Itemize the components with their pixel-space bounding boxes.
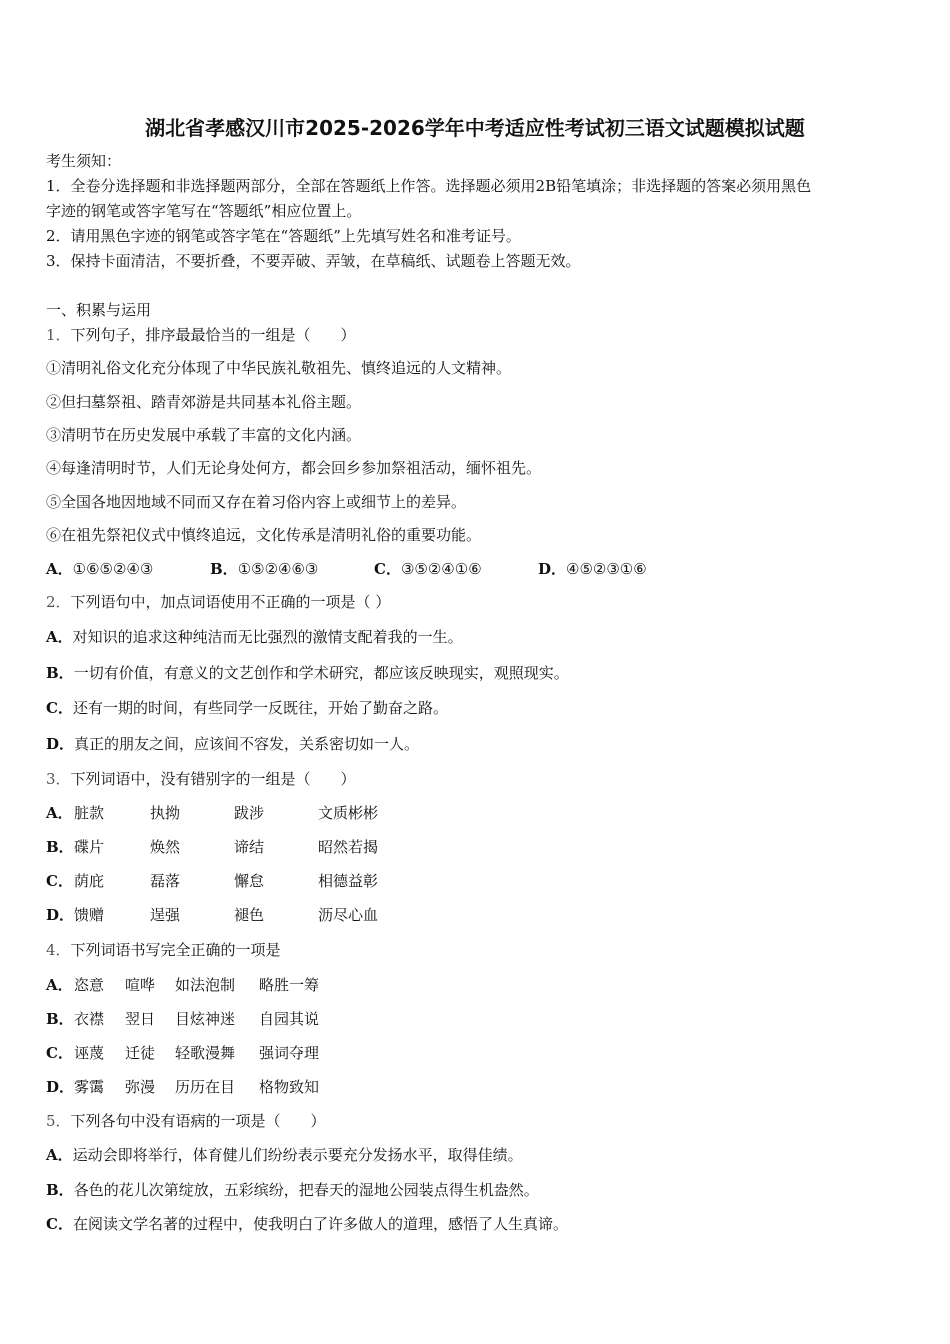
question-number: 3．: [46, 770, 71, 788]
question-number: 4．: [46, 941, 71, 959]
exam-page: 湖北省孝感汉川市2025-2026学年中考适应性考试初三语文试题模拟试题 考生须知： 1．全卷分选择题和非选择题两部分，全部在答题纸上作答。选择题必须用2B铅笔填涂；非选择题的答案必须用黑色 字迹的钢笔或答字笔写在“答题纸”相应位置上。 2．请用黑色字迹的钢笔或答字笔在“答题纸”上先填写姓名和准考证号。 3．保持卡面清洁，不要折叠，不要弄破、弄皱，在草稿纸、试题卷上答题无效。 一、积累与运用 1．下列句子，排序最最恰当的一组是（ ） ①清明礼俗文化充分体现了中华民族礼敬祖先、慎终追远的人文精神。 ②但扫墓祭祖、踏青郊游是共同基本礼俗主题。 ③清明节在历史发展中承载了丰富的文化内涵。 ④每逢清明时节，人们无论身处何方，都会回乡参加祭祖活动，缅怀祖先。 ⑤全国各地因地域不同而又存在着习俗内容上或细节上的差异。 ⑥在祖先祭祀仪式中慎终追远，文化传承是清明礼俗的重要功能。 A．①⑥⑤②④③ B．①⑤②④⑥③ C．③⑤②④①⑥ D．④⑤②③①⑥ 2．下列语句中，加点词语使用不正确的一项是（ ） A．对知识的追求这种纯洁而无比强烈的激情支配着我的一生。 B．一切有价值，有意义的文艺创作和学术研究，都应该反映现实，观照现实。 C．还有一期的时间，有些同学一反既往，开始了勤奋之路。 D．真正的朋友之间，应该间不容发，关系密切如一人。 3．下列词语中，没有错别字的一组是（ ） A． 脏款 执拗 跋涉 文质彬彬 B． 碟片 焕然 谛结 昭然若揭 C． 荫庇 磊落 懈怠 相德益彰 D． 馈赠 逞强 褪色 沥尽心血 4．下列词语书写完全正确的一项是 A． 恣意 喧哗 如法泡制 略胜一筹 B． 衣襟 翌日 目炫神迷 自园其说 C． 诬蔑 迁徒 轻歌漫舞 强词夺理 D． 雾霭 弥漫 历历在目 格物致知 5．下列各句中没有语病的一项是（ ） A．运动会即将举行，体育健儿们纷纷表示要充分发扬水平，取得佳绩。 B．各色的花儿次第绽放，五彩缤纷，把春天的湿地公园装点得生机盎然。 C．在阅读文学名著的过程中，使我明白了许多做人的道理，感悟了人生真谛。: [0, 0, 950, 1344]
question-number: 2．: [46, 593, 71, 611]
question-stem: 下列句子，排序最最恰当的一组是（ ）: [70, 326, 356, 344]
question-stem: 下列词语书写完全正确的一项是: [70, 941, 281, 959]
question-2: [46, 592, 906, 612]
notice-heading: 考生须知：: [46, 152, 122, 170]
option-c[interactable]: C．③⑤②④①⑥: [374, 560, 482, 578]
question-4: [46, 940, 906, 960]
notice-item: 字迹的钢笔或答字笔写在“答题纸”相应位置上。: [46, 202, 362, 220]
question-3: [46, 769, 906, 789]
q1-sentence: ②但扫墓祭祖、踏青郊游是共同基本礼俗主题。: [46, 393, 362, 411]
option-a[interactable]: A．运动会即将举行，体育健儿们纷纷表示要充分发扬水平，取得佳绩。: [46, 1146, 523, 1164]
option-d[interactable]: D．真正的朋友之间，应该间不容发，关系密切如一人。: [46, 735, 420, 753]
option-c[interactable]: C．还有一期的时间，有些同学一反既往，开始了勤奋之路。: [46, 699, 448, 717]
option-c[interactable]: C．在阅读文学名著的过程中，使我明白了许多做人的道理，感悟了人生真谛。: [46, 1215, 568, 1233]
notice-item: 3．保持卡面清洁，不要折叠，不要弄破、弄皱，在草稿纸、试题卷上答题无效。: [46, 252, 581, 270]
notice-item: 2．请用黑色字迹的钢笔或答字笔在“答题纸”上先填写姓名和准考证号。: [46, 227, 521, 245]
question-number: 1．: [46, 326, 71, 344]
q1-sentence: ①清明礼俗文化充分体现了中华民族礼敬祖先、慎终追远的人文精神。: [46, 359, 512, 377]
question-number: 5．: [46, 1112, 71, 1130]
option-b[interactable]: B．各色的花儿次第绽放，五彩缤纷，把春天的湿地公园装点得生机盎然。: [46, 1181, 539, 1199]
question-stem: 下列词语中，没有错别字的一组是（ ）: [70, 770, 356, 788]
q1-sentence: ⑤全国各地因地域不同而又存在着习俗内容上或细节上的差异。: [46, 493, 467, 511]
question-1: [46, 325, 906, 345]
question-stem: 下列语句中，加点词语使用不正确的一项是（ ）: [70, 593, 391, 611]
q1-options: [46, 559, 647, 579]
option-b[interactable]: B．一切有价值，有意义的文艺创作和学术研究，都应该反映现实，观照现实。: [46, 664, 569, 682]
q1-sentence: ⑥在祖先祭祀仪式中慎终追远，文化传承是清明礼俗的重要功能。: [46, 526, 482, 544]
question-5: [46, 1111, 906, 1131]
option-b[interactable]: B．①⑤②④⑥③: [210, 560, 319, 578]
q1-sentence: ③清明节在历史发展中承载了丰富的文化内涵。: [46, 426, 362, 444]
option-a[interactable]: A．①⑥⑤②④③: [46, 560, 154, 578]
page-title: 湖北省孝感汉川市2025-2026学年中考适应性考试初三语文试题模拟试题: [145, 116, 805, 140]
q1-sentence: ④每逢清明时节，人们无论身处何方，都会回乡参加祭祖活动，缅怀祖先。: [46, 459, 542, 477]
question-stem: 下列各句中没有语病的一项是（ ）: [70, 1112, 326, 1130]
notice-item: 1．全卷分选择题和非选择题两部分，全部在答题纸上作答。选择题必须用2B铅笔填涂；非选择题的答案必须用黑色: [46, 177, 812, 195]
option-a[interactable]: A．对知识的追求这种纯洁而无比强烈的激情支配着我的一生。: [46, 628, 463, 646]
section-heading: 一、积累与运用: [46, 301, 152, 319]
option-d[interactable]: D．④⑤②③①⑥: [538, 560, 647, 578]
